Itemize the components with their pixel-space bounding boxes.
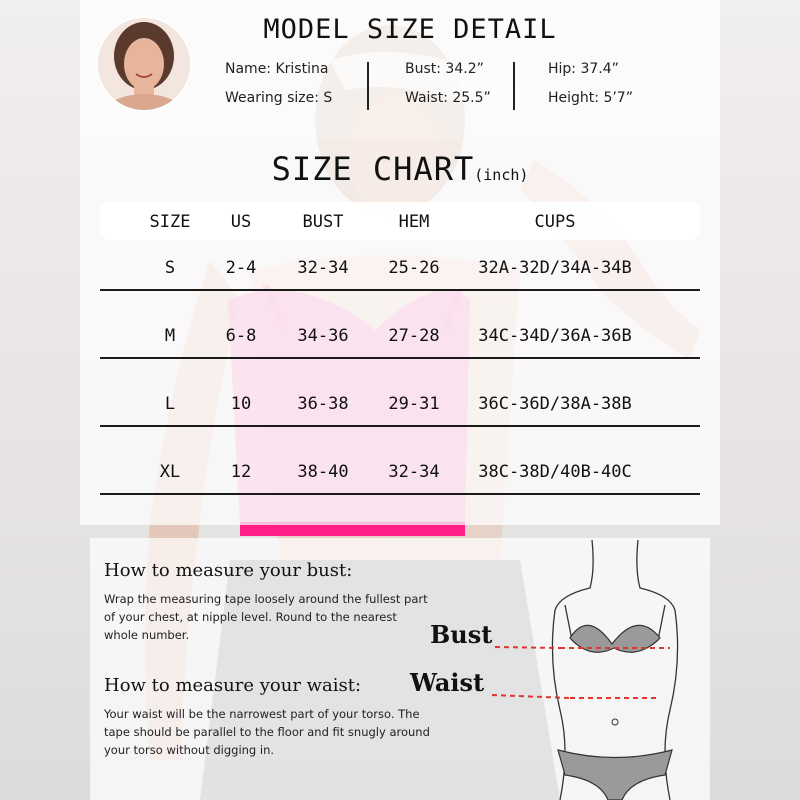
waist-measure-text: Your waist will be the narrowest part of your torso. The tape should be parallel to the floor and fit snugly around your torso without digging in.	[104, 707, 430, 757]
row-l-size: L	[164, 394, 176, 414]
header-hem: HEM	[398, 212, 430, 232]
row-l-cups: 36C-36D/38A-38B	[478, 394, 632, 414]
model-name: Name: Kristina	[225, 61, 329, 77]
row-divider	[100, 289, 700, 291]
row-m-bust: 34-36	[297, 326, 349, 346]
row-xl-size: XL	[159, 462, 181, 482]
row-s-hem: 25-26	[388, 258, 440, 278]
model-height: Height: 5’7”	[548, 90, 633, 106]
row-divider	[100, 493, 700, 495]
row-s-cups: 32A-32D/34A-34B	[478, 258, 632, 278]
model-wearing-size: Wearing size: S	[225, 90, 333, 106]
size-chart-heading	[230, 150, 570, 188]
row-s-size: S	[164, 258, 176, 278]
bust-label: Bust	[430, 620, 493, 649]
row-s-us: 2-4	[225, 258, 257, 278]
row-xl-hem: 32-34	[388, 462, 440, 482]
waist-measure-title: How to measure your waist:	[104, 675, 362, 696]
header-size: SIZE	[149, 212, 191, 232]
model-waist: Waist: 25.5”	[405, 90, 491, 106]
row-m-hem: 27-28	[388, 326, 440, 346]
avatar-portrait-icon	[98, 18, 190, 110]
model-size-title: MODEL SIZE DETAIL	[263, 14, 557, 45]
row-l-hem: 29-31	[388, 394, 440, 414]
info-divider-2	[513, 62, 515, 110]
row-xl-us: 12	[230, 462, 252, 482]
row-m-cups: 34C-34D/36A-36B	[478, 326, 632, 346]
header-cups: CUPS	[534, 212, 576, 232]
row-divider	[100, 425, 700, 427]
row-l-bust: 36-38	[297, 394, 349, 414]
row-xl-bust: 38-40	[297, 462, 349, 482]
row-xl-cups: 38C-38D/40B-40C	[478, 462, 632, 482]
size-chart-unit: (inch)	[474, 166, 529, 184]
row-l-us: 10	[230, 394, 252, 414]
header-us: US	[230, 212, 252, 232]
bust-measure-text: Wrap the measuring tape loosely around the fullest part of your chest, at nipple level. Round to the nearest whole number.	[104, 592, 428, 642]
row-divider	[100, 357, 700, 359]
row-m-size: M	[164, 326, 176, 346]
header-bust: BUST	[302, 212, 344, 232]
body-measurement-figure-icon	[530, 540, 700, 800]
model-bust: Bust: 34.2”	[405, 61, 484, 77]
model-avatar	[96, 16, 192, 112]
size-chart-title: SIZE CHART	[271, 150, 475, 188]
bust-measure-title: How to measure your bust:	[104, 560, 353, 581]
info-divider-1	[367, 62, 369, 110]
model-hip: Hip: 37.4”	[548, 61, 619, 77]
row-s-bust: 32-34	[297, 258, 349, 278]
row-m-us: 6-8	[225, 326, 257, 346]
waist-label: Waist	[410, 668, 485, 697]
